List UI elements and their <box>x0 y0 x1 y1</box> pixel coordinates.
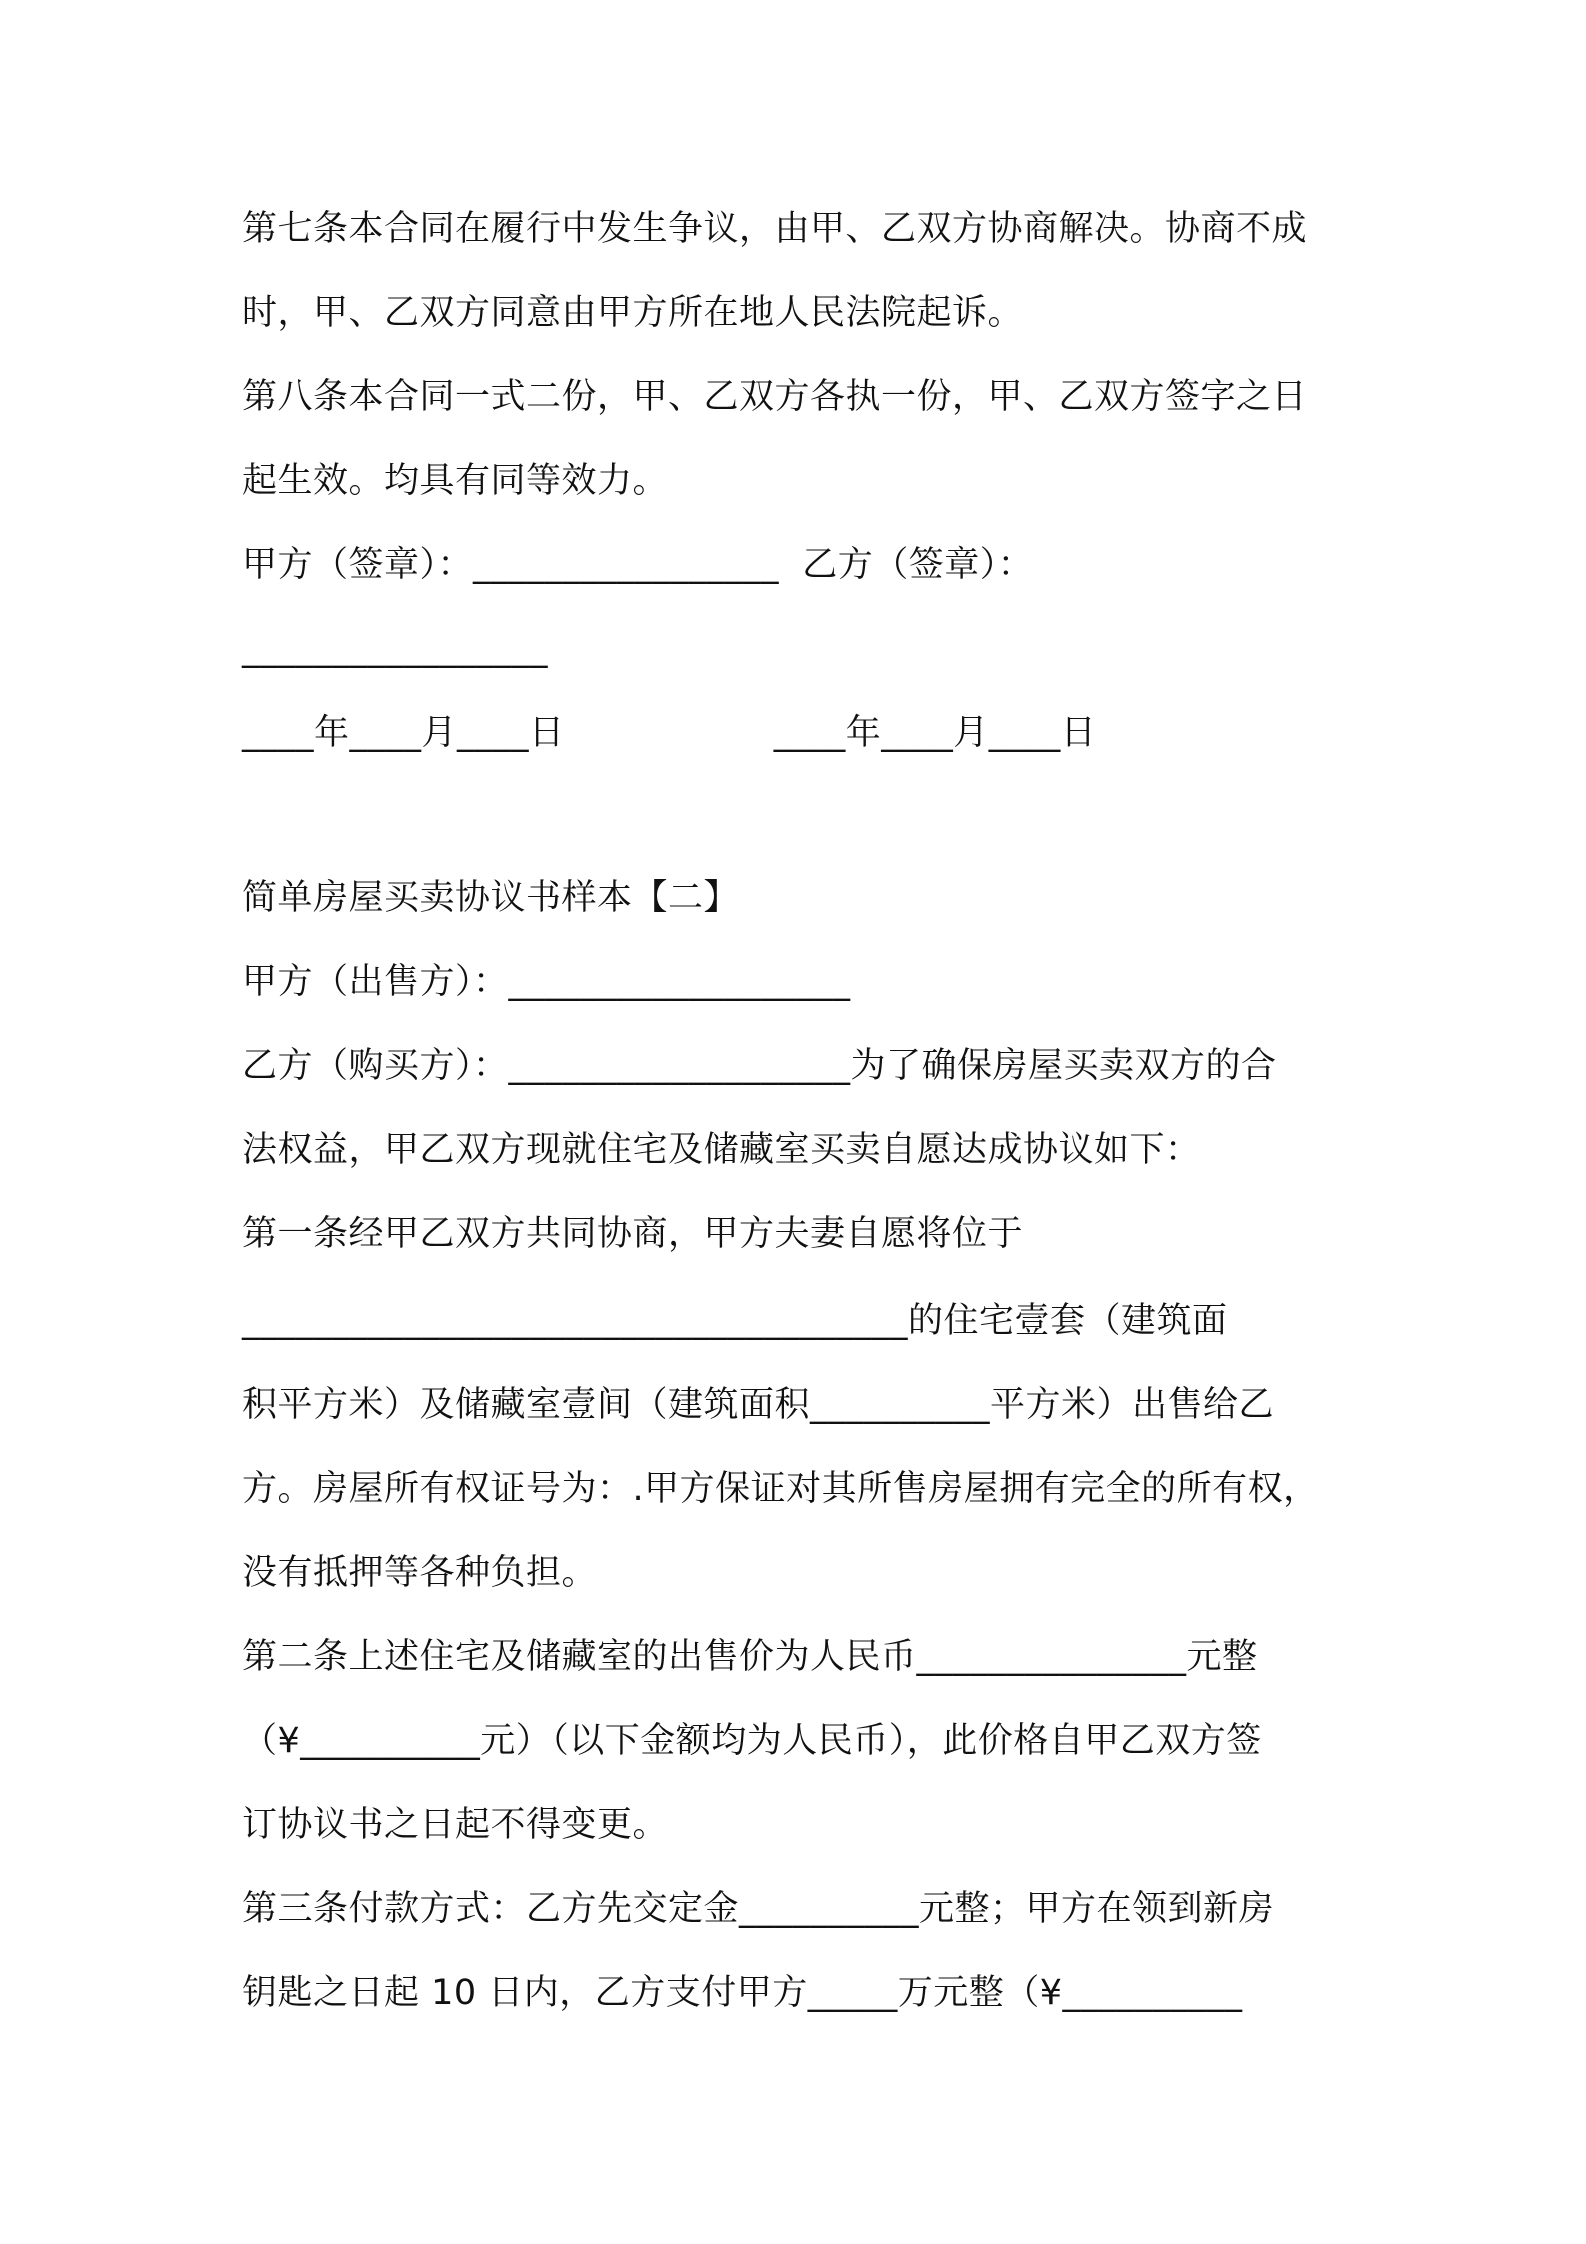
party-b-line: 乙方（购买方）：___________________为了确保房屋买卖双方的合 <box>242 1046 1277 1086</box>
clause-2-line-3: 订协议书之日起不得变更。 <box>242 1805 669 1845</box>
clause-2-line-2: （¥__________元）（以下金额均为人民币），此价格自甲乙双方签 <box>242 1721 1262 1761</box>
party-a-line: 甲方（出售方）：___________________ <box>242 962 851 1002</box>
signature-line: 甲方（签章）：_________________ 乙方（签章）： <box>242 545 1034 585</box>
clause-7-line-2: 时，甲、乙双方同意由甲方所在地人民法院起诉。 <box>242 293 1024 333</box>
preamble-line: 法权益，甲乙双方现就住宅及储藏室买卖自愿达成协议如下： <box>242 1130 1201 1170</box>
date-line: ____年____月____日 ____年____月____日 <box>242 713 1097 753</box>
clause-3-line-2: 钥匙之日起 10 日内，乙方支付甲方_____万元整（¥__________ <box>242 1973 1243 2013</box>
clause-1-line-5: 没有抵押等各种负担。 <box>242 1553 598 1593</box>
clause-1-line-2: _____________________________________的住宅壹套（建筑面 <box>242 1301 1228 1341</box>
signature-blank: _________________ <box>242 629 548 669</box>
clause-1-line-1: 第一条经甲乙双方共同协商，甲方夫妻自愿将位于 <box>242 1214 1024 1254</box>
clause-8-line-2: 起生效。均具有同等效力。 <box>242 461 669 501</box>
clause-2-line-1: 第二条上述住宅及储藏室的出售价为人民币_______________元整 <box>242 1637 1258 1677</box>
clause-1-line-4: 方。房屋所有权证号为：.甲方保证对其所售房屋拥有完全的所有权， <box>242 1469 1319 1509</box>
clause-7-line-1: 第七条本合同在履行中发生争议，由甲、乙双方协商解决。协商不成 <box>242 209 1308 249</box>
clause-1-line-3: 积平方米）及储藏室壹间（建筑面积__________平方米）出售给乙 <box>242 1385 1275 1425</box>
section-title: 简单房屋买卖协议书样本【二】 <box>242 878 740 918</box>
clause-8-line-1: 第八条本合同一式二份，甲、乙双方各执一份，甲、乙双方签字之日 <box>242 377 1308 417</box>
clause-3-line-1: 第三条付款方式：乙方先交定金__________元整；甲方在领到新房 <box>242 1889 1275 1929</box>
